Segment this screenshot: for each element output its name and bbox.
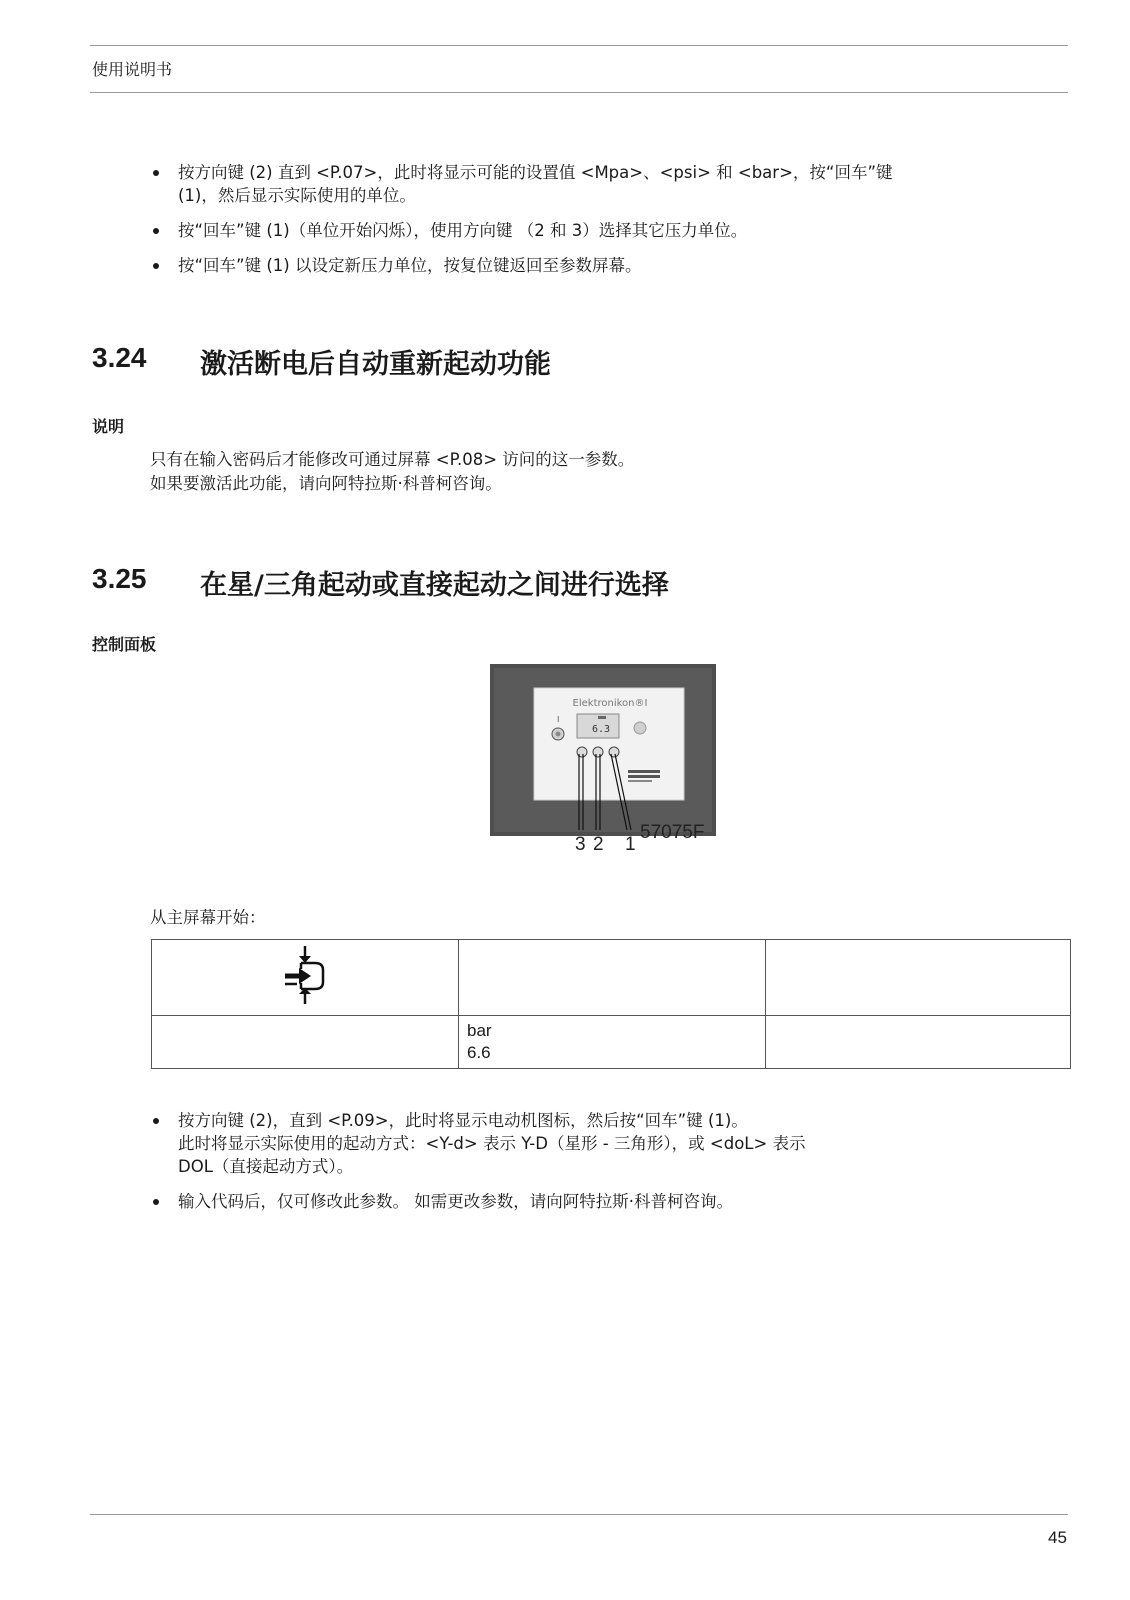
control-panel-photo xyxy=(490,664,730,884)
pressure-value: 6.6 xyxy=(467,1043,491,1062)
table-cell xyxy=(459,1016,766,1069)
subsection-label: 控制面板 xyxy=(92,635,157,654)
bullet-icon xyxy=(153,1118,159,1124)
header-top-rule xyxy=(90,45,1068,46)
section-bullet-list xyxy=(150,1109,910,1225)
screen-table xyxy=(151,939,1071,1069)
document-title: 使用说明书 xyxy=(92,60,173,79)
intro-bullet-list xyxy=(150,161,910,289)
bullet-icon xyxy=(153,1199,159,1205)
table-cell xyxy=(459,940,766,1016)
section-number: 3.24 xyxy=(92,342,147,373)
table-row xyxy=(152,940,1071,1016)
page-number: 45 xyxy=(1048,1528,1067,1547)
subsection-label: 说明 xyxy=(92,417,125,436)
list-item: 按方向键 (2) 直到 <P.07>，此时将显示可能的设置值 <Mpa>、<psi> 和 <bar>，按“回车”键 (1)，然后显示实际使用的单位。 xyxy=(150,161,910,207)
bullet-icon xyxy=(153,228,159,234)
section-paragraph: 只有在输入密码后才能修改可通过屏幕 <P.08> 访问的这一参数。 如果要激活此功能，请向阿特拉斯·科普柯咨询。 xyxy=(150,450,635,493)
table-cell xyxy=(766,1016,1071,1069)
table-cell xyxy=(766,940,1071,1016)
bullet-icon xyxy=(153,170,159,176)
callout-label: 3 xyxy=(575,834,586,855)
section-number: 3.25 xyxy=(92,563,147,594)
panel-brand: Elektronikon®I xyxy=(572,698,648,709)
panel-display-value: 6.3 xyxy=(591,724,611,735)
start-instruction: 从主屏幕开始： xyxy=(150,908,266,927)
compressor-load-icon xyxy=(281,944,329,1006)
callout-label: 1 xyxy=(625,834,636,855)
header-bottom-rule xyxy=(90,92,1068,93)
svg-text:I: I xyxy=(557,715,560,724)
table-row xyxy=(152,1016,1071,1069)
table-cell xyxy=(152,940,459,1016)
section-title: 激活断电后自动重新起动功能 xyxy=(200,349,551,380)
callout-label: 2 xyxy=(593,834,604,855)
list-item: 按“回车”键 (1) 以设定新压力单位，按复位键返回至参数屏幕。 xyxy=(150,254,910,277)
list-item: 输入代码后，仅可修改此参数。 如需更改参数，请向阿特拉斯·科普柯咨询。 xyxy=(150,1190,910,1213)
pressure-unit: bar xyxy=(467,1021,492,1040)
footer-rule xyxy=(90,1514,1068,1515)
control-panel-figure xyxy=(490,664,730,884)
section-title: 在星/三角起动或直接起动之间进行选择 xyxy=(200,570,669,601)
list-item: 按“回车”键 (1)（单位开始闪烁），使用方向键 （2 和 3）选择其它压力单位。 xyxy=(150,219,910,242)
figure-code: 57075F xyxy=(640,822,705,843)
list-item: 按方向键 (2)，直到 <P.09>，此时将显示电动机图标，然后按“回车”键 (1)。 此时将显示实际使用的起动方式：<Y-d> 表示 Y-D（星形 - 三角形），或 <doL> 表示 DOL（直接起动方式）。 xyxy=(150,1109,910,1178)
table-cell xyxy=(152,1016,459,1069)
bullet-icon xyxy=(153,263,159,269)
